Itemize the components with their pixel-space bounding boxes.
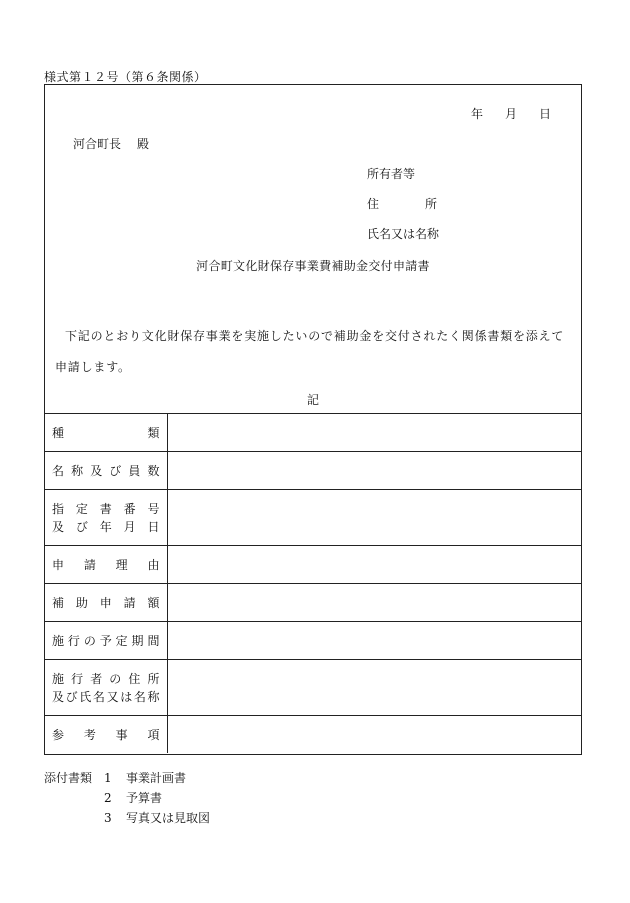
- row-label: [45, 546, 167, 584]
- attachments-indent: [44, 788, 104, 808]
- label-char: 補: [52, 596, 65, 610]
- day-label: 日: [538, 107, 551, 121]
- row-label: [45, 584, 167, 622]
- label-char: 参: [52, 727, 65, 742]
- ki-heading: 記: [306, 393, 319, 407]
- addressee: [73, 135, 149, 152]
- label-char: 員: [128, 464, 141, 478]
- attachments: [44, 768, 210, 828]
- form-header: [45, 85, 581, 413]
- label-char: 名: [52, 464, 65, 478]
- label-char: 番: [123, 501, 136, 516]
- request-statement: 下記のとおり文化財保存事業を実施したいので補助金を交付されたく関係書類を添えて申請します。: [55, 329, 565, 374]
- label-char: 名: [133, 689, 146, 704]
- addressee-honorific: 殿: [137, 137, 150, 151]
- label-char: 理: [115, 558, 128, 572]
- address-label: [367, 195, 437, 225]
- month-label: 月: [504, 107, 517, 121]
- label-line: [52, 670, 160, 688]
- label-char: 請: [123, 596, 136, 610]
- attachments-indent: [44, 808, 104, 828]
- row-label: [45, 490, 167, 546]
- label-char: 者: [90, 671, 103, 686]
- label-char: 月: [123, 519, 136, 534]
- label-char: 名: [92, 689, 105, 704]
- row-value-cell[interactable]: [167, 660, 581, 716]
- label-char: 額: [147, 596, 160, 610]
- table-row: [45, 622, 581, 660]
- label-char: 又: [106, 689, 119, 704]
- row-label: [45, 452, 167, 490]
- label-char: 行: [71, 671, 84, 686]
- label-char: 定: [75, 501, 88, 516]
- label-char: 及: [52, 519, 65, 534]
- label-char: 施: [52, 671, 65, 686]
- label-char: 日: [147, 519, 160, 534]
- label-char: 称: [71, 464, 84, 478]
- addressee-name: 河合町長: [73, 137, 122, 151]
- label-char: 氏: [79, 689, 92, 704]
- row-label: [45, 622, 167, 660]
- label-char: 住: [128, 671, 141, 686]
- label-char: 書: [99, 501, 112, 516]
- attachment-number: 3: [104, 811, 112, 825]
- label-line: [52, 594, 160, 611]
- label-char: 事: [115, 727, 128, 742]
- label-char: 称: [147, 689, 160, 704]
- row-label: [45, 660, 167, 716]
- attachment-number: 1: [104, 771, 112, 785]
- table-row: [45, 716, 581, 753]
- row-value-cell[interactable]: [167, 622, 581, 660]
- form-title: 河合町文化財保存事業費補助金交付申請書: [196, 259, 430, 273]
- label-char: 請: [83, 558, 96, 572]
- row-value-cell[interactable]: [167, 546, 581, 584]
- label-line: [52, 556, 160, 573]
- label-char: 年: [99, 519, 112, 534]
- label-char: 号: [147, 501, 160, 516]
- label-line: [52, 462, 160, 479]
- label-line: [52, 518, 160, 536]
- label-char: 間: [147, 634, 160, 648]
- label-char: 指: [52, 501, 65, 516]
- date-line: [471, 105, 551, 122]
- applicant-block: [367, 165, 439, 255]
- address-label-char: 住: [367, 197, 380, 211]
- label-char: 項: [147, 727, 160, 742]
- label-line: [52, 632, 160, 649]
- application-form: [44, 84, 582, 755]
- label-char: び: [109, 464, 122, 478]
- label-char: 由: [147, 558, 160, 572]
- label-char: び: [75, 519, 88, 534]
- row-value-cell[interactable]: [167, 490, 581, 546]
- label-line: [52, 500, 160, 518]
- row-value-cell[interactable]: [167, 716, 581, 753]
- label-char: 施: [52, 634, 65, 648]
- label-char: 種: [52, 426, 65, 440]
- label-char: の: [83, 634, 96, 648]
- label-char: 所: [147, 671, 160, 686]
- label-char: 申: [99, 596, 112, 610]
- attachment-item: [44, 768, 210, 788]
- table-row: [45, 660, 581, 716]
- table-row: [45, 452, 581, 490]
- label-char: 予: [99, 634, 112, 648]
- table-row: [45, 584, 581, 622]
- form-number: 様式第１２号（第６条関係）: [44, 70, 207, 84]
- label-char: 及: [90, 464, 103, 478]
- label-char: 定: [115, 634, 128, 648]
- attachment-item: [44, 788, 210, 808]
- applicant-heading: 所有者等: [367, 167, 416, 181]
- table-row: [45, 414, 581, 452]
- address-label-char: 所: [424, 197, 437, 211]
- attachment-item: [44, 808, 210, 828]
- attachment-number: 2: [104, 791, 112, 805]
- row-label: [45, 716, 167, 753]
- label-char: 及: [52, 689, 65, 704]
- attachments-heading: 添付書類: [44, 771, 93, 785]
- label-char: は: [120, 689, 133, 704]
- label-line: [52, 726, 160, 743]
- label-char: 申: [52, 558, 65, 572]
- details-table: [45, 413, 581, 753]
- label-char: 類: [147, 426, 160, 440]
- table-row: [45, 490, 581, 546]
- label-char: 助: [75, 596, 88, 610]
- row-value-cell[interactable]: [167, 584, 581, 622]
- label-char: び: [65, 689, 78, 704]
- label-char: 行: [67, 634, 80, 648]
- label-char: 数: [147, 464, 160, 478]
- table-row: [45, 546, 581, 584]
- row-value-cell[interactable]: [167, 414, 581, 452]
- row-value-cell[interactable]: [167, 452, 581, 490]
- name-label: 氏名又は名称: [367, 227, 440, 241]
- attachment-text: 写真又は見取図: [126, 811, 211, 825]
- label-line: [52, 688, 160, 706]
- label-char: の: [109, 671, 122, 686]
- attachment-text: 予算書: [126, 791, 163, 805]
- year-label: 年: [470, 107, 483, 121]
- label-char: 考: [83, 727, 96, 742]
- row-label: [45, 414, 167, 452]
- label-line: [52, 424, 160, 441]
- attachment-text: 事業計画書: [126, 771, 187, 785]
- label-char: 期: [131, 634, 144, 648]
